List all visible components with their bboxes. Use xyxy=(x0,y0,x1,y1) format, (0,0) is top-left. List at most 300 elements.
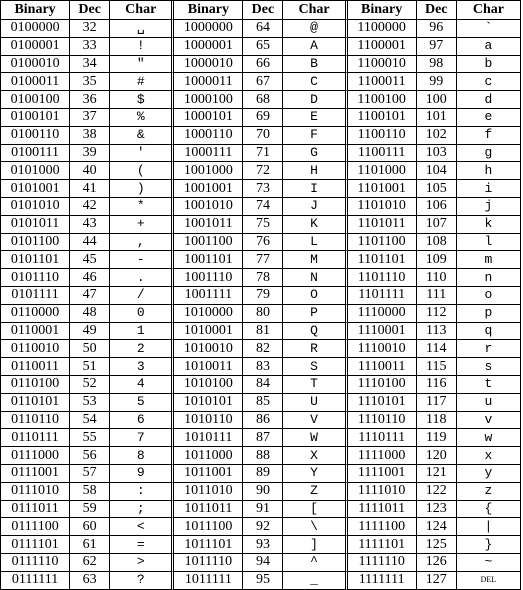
char-cell: j xyxy=(457,198,521,216)
dec-cell: 38 xyxy=(70,127,110,145)
char-cell: ; xyxy=(110,501,174,519)
table-row xyxy=(1,554,521,572)
dec-cell: 112 xyxy=(417,305,457,323)
char-cell: C xyxy=(283,73,347,91)
char-cell: m xyxy=(457,251,521,269)
dec-cell: 99 xyxy=(417,73,457,91)
char-cell: b xyxy=(457,56,521,74)
char-cell: V xyxy=(283,412,347,430)
dec-cell: 52 xyxy=(70,376,110,394)
binary-cell: 1110000 xyxy=(348,305,417,323)
binary-cell: 1100000 xyxy=(348,20,417,38)
char-cell: ! xyxy=(110,38,174,56)
binary-cell: 0101000 xyxy=(1,162,70,180)
dec-cell: 108 xyxy=(417,234,457,252)
binary-cell: 1011011 xyxy=(174,501,243,519)
char-cell: - xyxy=(110,251,174,269)
binary-cell: 1111101 xyxy=(348,536,417,554)
dec-cell: 80 xyxy=(243,305,283,323)
char-cell: / xyxy=(110,287,174,305)
table-row xyxy=(1,536,521,554)
char-cell: 6 xyxy=(110,412,174,430)
binary-cell: 0101010 xyxy=(1,198,70,216)
table-row xyxy=(1,323,521,341)
dec-cell: 48 xyxy=(70,305,110,323)
char-cell: L xyxy=(283,234,347,252)
char-cell: P xyxy=(283,305,347,323)
binary-cell: 0101111 xyxy=(1,287,70,305)
dec-cell: 76 xyxy=(243,234,283,252)
char-cell: Y xyxy=(283,465,347,483)
binary-cell: 1011101 xyxy=(174,536,243,554)
binary-cell: 1010111 xyxy=(174,429,243,447)
table-row xyxy=(1,287,521,305)
binary-cell: 1001001 xyxy=(174,180,243,198)
char-cell: 0 xyxy=(110,305,174,323)
char-cell: 4 xyxy=(110,376,174,394)
char-cell: [ xyxy=(283,501,347,519)
char-cell: \ xyxy=(283,518,347,536)
binary-cell: 1011110 xyxy=(174,554,243,572)
table-row xyxy=(1,572,521,590)
char-cell: u xyxy=(457,394,521,412)
binary-cell: 1010011 xyxy=(174,358,243,376)
dec-cell: 35 xyxy=(70,73,110,91)
binary-cell: 0110111 xyxy=(1,429,70,447)
dec-cell: 60 xyxy=(70,518,110,536)
dec-cell: 123 xyxy=(417,501,457,519)
binary-cell: 1000100 xyxy=(174,91,243,109)
table-row xyxy=(1,269,521,287)
dec-cell: 54 xyxy=(70,412,110,430)
binary-cell: 1110011 xyxy=(348,358,417,376)
table-row xyxy=(1,376,521,394)
char-cell: < xyxy=(110,518,174,536)
char-cell: M xyxy=(283,251,347,269)
char-cell: , xyxy=(110,234,174,252)
char-cell: U xyxy=(283,394,347,412)
char-cell: D xyxy=(283,91,347,109)
binary-cell: 1000001 xyxy=(174,38,243,56)
binary-cell: 0111100 xyxy=(1,518,70,536)
dec-cell: 51 xyxy=(70,358,110,376)
table-row xyxy=(1,358,521,376)
binary-cell: 1101101 xyxy=(348,251,417,269)
binary-cell: 0100101 xyxy=(1,109,70,127)
dec-cell: 67 xyxy=(243,73,283,91)
char-cell: DEL xyxy=(457,572,521,590)
dec-cell: 36 xyxy=(70,91,110,109)
char-cell: h xyxy=(457,162,521,180)
binary-cell: 1000110 xyxy=(174,127,243,145)
binary-cell: 0110010 xyxy=(1,340,70,358)
table-row xyxy=(1,109,521,127)
dec-cell: 110 xyxy=(417,269,457,287)
char-cell: e xyxy=(457,109,521,127)
binary-cell: 1110110 xyxy=(348,412,417,430)
binary-cell: 1111000 xyxy=(348,447,417,465)
char-cell: c xyxy=(457,73,521,91)
table-row xyxy=(1,20,521,38)
binary-cell: 1000000 xyxy=(174,20,243,38)
char-cell: ] xyxy=(283,536,347,554)
dec-cell: 92 xyxy=(243,518,283,536)
dec-cell: 69 xyxy=(243,109,283,127)
dec-cell: 58 xyxy=(70,483,110,501)
char-cell: X xyxy=(283,447,347,465)
binary-cell: 1001100 xyxy=(174,234,243,252)
dec-cell: 115 xyxy=(417,358,457,376)
dec-cell: 46 xyxy=(70,269,110,287)
char-cell: B xyxy=(283,56,347,74)
dec-cell: 103 xyxy=(417,145,457,163)
char-cell: 2 xyxy=(110,340,174,358)
dec-cell: 40 xyxy=(70,162,110,180)
binary-cell: 0100011 xyxy=(1,73,70,91)
char-cell: @ xyxy=(283,20,347,38)
dec-cell: 77 xyxy=(243,251,283,269)
binary-cell: 0111011 xyxy=(1,501,70,519)
char-cell: w xyxy=(457,429,521,447)
binary-cell: 1101000 xyxy=(348,162,417,180)
dec-cell: 43 xyxy=(70,216,110,234)
table-row xyxy=(1,429,521,447)
char-cell: ␣ xyxy=(110,20,174,38)
dec-cell: 88 xyxy=(243,447,283,465)
binary-cell: 1010000 xyxy=(174,305,243,323)
table-row xyxy=(1,394,521,412)
binary-cell: 0110110 xyxy=(1,412,70,430)
char-cell: G xyxy=(283,145,347,163)
char-cell: Q xyxy=(283,323,347,341)
char-cell: T xyxy=(283,376,347,394)
dec-cell: 83 xyxy=(243,358,283,376)
binary-cell: 1001011 xyxy=(174,216,243,234)
dec-cell: 64 xyxy=(243,20,283,38)
binary-cell: 0111101 xyxy=(1,536,70,554)
binary-cell: 1000010 xyxy=(174,56,243,74)
table-row xyxy=(1,465,521,483)
binary-cell: 1001000 xyxy=(174,162,243,180)
table-row xyxy=(1,501,521,519)
dec-cell: 98 xyxy=(417,56,457,74)
table-row xyxy=(1,251,521,269)
binary-cell: 0101100 xyxy=(1,234,70,252)
binary-cell: 0101110 xyxy=(1,269,70,287)
char-cell: ~ xyxy=(457,554,521,572)
binary-cell: 1010101 xyxy=(174,394,243,412)
table-row xyxy=(1,198,521,216)
header-binary: Binary xyxy=(348,1,417,20)
table-row xyxy=(1,483,521,501)
dec-cell: 55 xyxy=(70,429,110,447)
char-cell: l xyxy=(457,234,521,252)
dec-cell: 96 xyxy=(417,20,457,38)
table-row xyxy=(1,91,521,109)
binary-cell: 0111110 xyxy=(1,554,70,572)
char-cell: s xyxy=(457,358,521,376)
char-cell: k xyxy=(457,216,521,234)
char-cell: p xyxy=(457,305,521,323)
binary-cell: 0110000 xyxy=(1,305,70,323)
binary-cell: 0101101 xyxy=(1,251,70,269)
dec-cell: 45 xyxy=(70,251,110,269)
table-row xyxy=(1,340,521,358)
binary-cell: 1100100 xyxy=(348,91,417,109)
char-cell: 8 xyxy=(110,447,174,465)
char-cell: N xyxy=(283,269,347,287)
dec-cell: 118 xyxy=(417,412,457,430)
binary-cell: 1111111 xyxy=(348,572,417,590)
binary-cell: 1111110 xyxy=(348,554,417,572)
dec-cell: 62 xyxy=(70,554,110,572)
char-cell: A xyxy=(283,38,347,56)
dec-cell: 101 xyxy=(417,109,457,127)
dec-cell: 73 xyxy=(243,180,283,198)
dec-cell: 109 xyxy=(417,251,457,269)
binary-cell: 1100001 xyxy=(348,38,417,56)
dec-cell: 124 xyxy=(417,518,457,536)
dec-cell: 66 xyxy=(243,56,283,74)
dec-cell: 86 xyxy=(243,412,283,430)
char-cell: x xyxy=(457,447,521,465)
binary-cell: 1101010 xyxy=(348,198,417,216)
header-dec: Dec xyxy=(70,1,110,20)
binary-cell: 1110100 xyxy=(348,376,417,394)
char-cell: y xyxy=(457,465,521,483)
char-cell: R xyxy=(283,340,347,358)
char-cell: n xyxy=(457,269,521,287)
dec-cell: 102 xyxy=(417,127,457,145)
char-cell: 5 xyxy=(110,394,174,412)
char-cell: | xyxy=(457,518,521,536)
dec-cell: 95 xyxy=(243,572,283,590)
dec-cell: 70 xyxy=(243,127,283,145)
binary-cell: 1111011 xyxy=(348,501,417,519)
dec-cell: 126 xyxy=(417,554,457,572)
binary-cell: 0100110 xyxy=(1,127,70,145)
dec-cell: 44 xyxy=(70,234,110,252)
dec-cell: 50 xyxy=(70,340,110,358)
char-cell: ^ xyxy=(283,554,347,572)
binary-cell: 1001010 xyxy=(174,198,243,216)
char-cell: " xyxy=(110,56,174,74)
binary-cell: 1010110 xyxy=(174,412,243,430)
char-cell: J xyxy=(283,198,347,216)
dec-cell: 111 xyxy=(417,287,457,305)
table-row xyxy=(1,447,521,465)
binary-cell: 0111111 xyxy=(1,572,70,590)
char-cell: O xyxy=(283,287,347,305)
dec-cell: 85 xyxy=(243,394,283,412)
dec-cell: 33 xyxy=(70,38,110,56)
header-char: Char xyxy=(457,1,521,20)
binary-cell: 1101011 xyxy=(348,216,417,234)
char-cell: g xyxy=(457,145,521,163)
binary-cell: 0110101 xyxy=(1,394,70,412)
dec-cell: 32 xyxy=(70,20,110,38)
table-row xyxy=(1,38,521,56)
char-cell: 3 xyxy=(110,358,174,376)
dec-cell: 82 xyxy=(243,340,283,358)
dec-cell: 120 xyxy=(417,447,457,465)
binary-cell: 1110001 xyxy=(348,323,417,341)
binary-cell: 1011111 xyxy=(174,572,243,590)
dec-cell: 79 xyxy=(243,287,283,305)
binary-cell: 0110100 xyxy=(1,376,70,394)
char-cell: 1 xyxy=(110,323,174,341)
binary-cell: 1111010 xyxy=(348,483,417,501)
char-cell: F xyxy=(283,127,347,145)
char-cell: Z xyxy=(283,483,347,501)
char-cell: o xyxy=(457,287,521,305)
dec-cell: 104 xyxy=(417,162,457,180)
dec-cell: 65 xyxy=(243,38,283,56)
char-cell: } xyxy=(457,536,521,554)
binary-cell: 1010100 xyxy=(174,376,243,394)
dec-cell: 117 xyxy=(417,394,457,412)
char-cell: 7 xyxy=(110,429,174,447)
char-cell: + xyxy=(110,216,174,234)
table-row xyxy=(1,73,521,91)
char-cell: : xyxy=(110,483,174,501)
dec-cell: 127 xyxy=(417,572,457,590)
dec-cell: 72 xyxy=(243,162,283,180)
dec-cell: 57 xyxy=(70,465,110,483)
char-cell: % xyxy=(110,109,174,127)
dec-cell: 41 xyxy=(70,180,110,198)
char-cell: f xyxy=(457,127,521,145)
binary-cell: 1101111 xyxy=(348,287,417,305)
binary-cell: 1011001 xyxy=(174,465,243,483)
binary-cell: 1101100 xyxy=(348,234,417,252)
char-cell: E xyxy=(283,109,347,127)
dec-cell: 93 xyxy=(243,536,283,554)
binary-cell: 1110111 xyxy=(348,429,417,447)
binary-cell: 1100111 xyxy=(348,145,417,163)
dec-cell: 37 xyxy=(70,109,110,127)
table-row xyxy=(1,56,521,74)
ascii-table-body xyxy=(1,20,521,590)
dec-cell: 63 xyxy=(70,572,110,590)
binary-cell: 1010001 xyxy=(174,323,243,341)
binary-cell: 0100001 xyxy=(1,38,70,56)
binary-cell: 1000111 xyxy=(174,145,243,163)
header-binary: Binary xyxy=(174,1,243,20)
table-row xyxy=(1,145,521,163)
char-cell: ) xyxy=(110,180,174,198)
header-char: Char xyxy=(283,1,347,20)
binary-cell: 1110010 xyxy=(348,340,417,358)
dec-cell: 100 xyxy=(417,91,457,109)
binary-cell: 1001101 xyxy=(174,251,243,269)
dec-cell: 74 xyxy=(243,198,283,216)
char-cell: S xyxy=(283,358,347,376)
char-cell: v xyxy=(457,412,521,430)
dec-cell: 39 xyxy=(70,145,110,163)
dec-cell: 107 xyxy=(417,216,457,234)
dec-cell: 113 xyxy=(417,323,457,341)
binary-cell: 0111000 xyxy=(1,447,70,465)
dec-cell: 49 xyxy=(70,323,110,341)
dec-cell: 71 xyxy=(243,145,283,163)
binary-cell: 1011100 xyxy=(174,518,243,536)
char-cell: { xyxy=(457,501,521,519)
char-cell: ` xyxy=(457,20,521,38)
table-row xyxy=(1,412,521,430)
dec-cell: 106 xyxy=(417,198,457,216)
table-row xyxy=(1,234,521,252)
binary-cell: 1101001 xyxy=(348,180,417,198)
binary-cell: 1111001 xyxy=(348,465,417,483)
binary-cell: 0100111 xyxy=(1,145,70,163)
table-row xyxy=(1,180,521,198)
char-cell: ' xyxy=(110,145,174,163)
char-cell: = xyxy=(110,536,174,554)
dec-cell: 119 xyxy=(417,429,457,447)
binary-cell: 0100010 xyxy=(1,56,70,74)
dec-cell: 121 xyxy=(417,465,457,483)
binary-cell: 1011010 xyxy=(174,483,243,501)
dec-cell: 42 xyxy=(70,198,110,216)
char-cell: > xyxy=(110,554,174,572)
binary-cell: 0111001 xyxy=(1,465,70,483)
binary-cell: 1101110 xyxy=(348,269,417,287)
char-cell: W xyxy=(283,429,347,447)
dec-cell: 34 xyxy=(70,56,110,74)
char-cell: _ xyxy=(283,572,347,590)
binary-cell: 0100100 xyxy=(1,91,70,109)
dec-cell: 97 xyxy=(417,38,457,56)
binary-cell: 1100110 xyxy=(348,127,417,145)
char-cell: i xyxy=(457,180,521,198)
char-cell: * xyxy=(110,198,174,216)
dec-cell: 61 xyxy=(70,536,110,554)
binary-cell: 1000101 xyxy=(174,109,243,127)
char-cell: & xyxy=(110,127,174,145)
header-char: Char xyxy=(110,1,174,20)
char-cell: ? xyxy=(110,572,174,590)
dec-cell: 47 xyxy=(70,287,110,305)
dec-cell: 94 xyxy=(243,554,283,572)
table-row xyxy=(1,216,521,234)
char-cell: ( xyxy=(110,162,174,180)
char-cell: a xyxy=(457,38,521,56)
char-cell: t xyxy=(457,376,521,394)
header-row xyxy=(1,1,521,20)
char-cell: d xyxy=(457,91,521,109)
binary-cell: 0110011 xyxy=(1,358,70,376)
header-binary: Binary xyxy=(1,1,70,20)
char-cell: I xyxy=(283,180,347,198)
table-row xyxy=(1,127,521,145)
dec-cell: 89 xyxy=(243,465,283,483)
dec-cell: 125 xyxy=(417,536,457,554)
char-cell: z xyxy=(457,483,521,501)
dec-cell: 68 xyxy=(243,91,283,109)
binary-cell: 1111100 xyxy=(348,518,417,536)
binary-cell: 1100010 xyxy=(348,56,417,74)
binary-cell: 1110101 xyxy=(348,394,417,412)
header-dec: Dec xyxy=(417,1,457,20)
dec-cell: 75 xyxy=(243,216,283,234)
binary-cell: 1010010 xyxy=(174,340,243,358)
binary-cell: 1100011 xyxy=(348,73,417,91)
char-cell: $ xyxy=(110,91,174,109)
table-row xyxy=(1,305,521,323)
dec-cell: 91 xyxy=(243,501,283,519)
dec-cell: 105 xyxy=(417,180,457,198)
